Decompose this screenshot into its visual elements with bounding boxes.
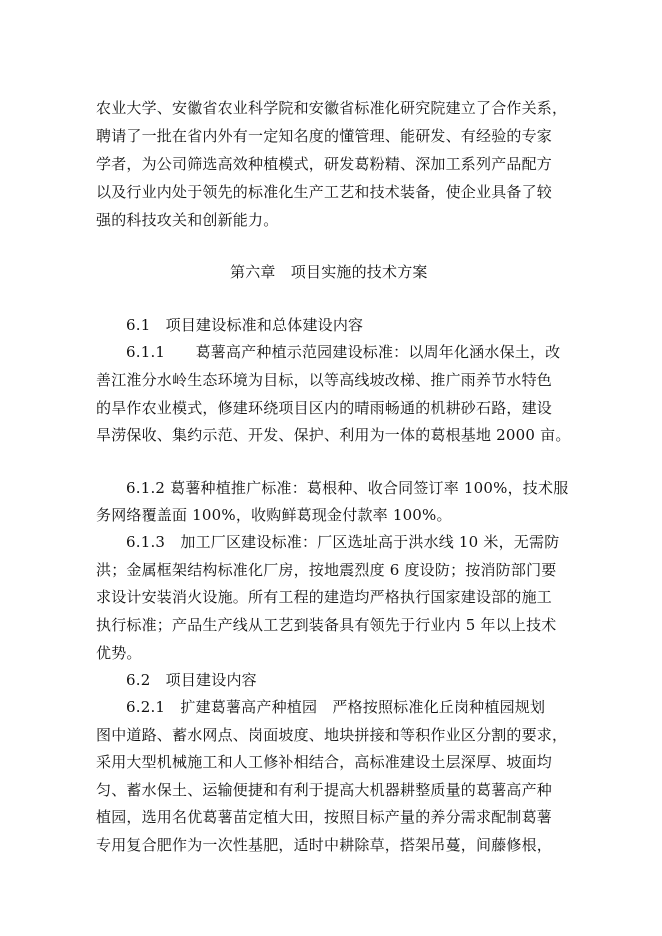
paragraph-line: 学者，为公司筛选高效种植模式，研发葛粉精、深加工系列产品配方 — [96, 155, 553, 173]
paragraph-line: 优势。 — [96, 644, 142, 662]
paragraph-line: 6.2.1 扩建葛薯高产种植园 严格按照标准化丘岗种植园规划 — [126, 698, 546, 716]
paragraph-line: 洪；金属框架结构标准化厂房，按地震烈度 6 度设防；按消防部门要 — [96, 561, 557, 579]
paragraph-line: 采用大型机械施工和人工修补相结合，高标准建设土层深厚、坡面均 — [96, 753, 553, 771]
paragraph-line: 的旱作农业模式，修建环绕项目区内的晴雨畅通的机耕砂石路，建设 — [96, 399, 553, 417]
paragraph-line: 执行标准；产品生产线从工艺到装备具有领先于行业内 5 年以上技术 — [96, 616, 557, 634]
chapter-title: 第六章 项目实施的技术方案 — [230, 263, 428, 281]
paragraph-line: 6.1.2 葛薯种植推广标准：葛根种、收合同签订率 100%，技术服 — [126, 479, 569, 497]
section-heading: 6.2 项目建设内容 — [126, 671, 257, 689]
paragraph-line: 强的科技攻关和创新能力。 — [96, 211, 279, 229]
paragraph-line: 聘请了一批在省内外有一定知名度的懂管理、能研发、有经验的专家 — [96, 127, 553, 145]
section-heading: 6.1 项目建设标准和总体建设内容 — [126, 316, 364, 334]
paragraph-line: 求设计安装消火设施。所有工程的建造均严格执行国家建设部的施工 — [96, 588, 553, 606]
paragraph-line: 6.1.1 葛薯高产种植示范园建设标准：以周年化涵水保土，改 — [126, 343, 561, 361]
paragraph-line: 农业大学、安徽省农业科学院和安徽省标准化研究院建立了合作关系， — [96, 99, 568, 117]
paragraph-line: 匀、蓄水保土、运输便捷和有利于提高大机器耕整质量的葛薯高产种 — [96, 781, 553, 799]
paragraph-line: 图中道路、蓄水网点、岗面坡度、地块拼接和等积作业区分割的要求， — [96, 726, 568, 744]
paragraph-line: 6.1.3 加工厂区建设标准：厂区选址高于洪水线 10 米，无需防 — [126, 533, 560, 551]
paragraph-line: 以及行业内处于领先的标准化生产工艺和技术装备，使企业具备了较 — [96, 183, 553, 201]
paragraph-line: 旱涝保收、集约示范、开发、保护、利用为一体的葛根基地 2000 亩。 — [96, 426, 571, 444]
paragraph-line: 务网络覆盖面 100%，收购鲜葛现金付款率 100%。 — [96, 506, 452, 524]
paragraph-line: 植园，选用名优葛薯苗定植大田，按照目标产量的养分需求配制葛薯 — [96, 808, 553, 826]
paragraph-line: 善江淮分水岭生态环境为目标，以等高线坡改梯、推广雨养节水特色 — [96, 371, 553, 389]
paragraph-line: 专用复合肥作为一次性基肥，适时中耕除草，搭架吊蔓，间藤修根， — [96, 836, 553, 854]
